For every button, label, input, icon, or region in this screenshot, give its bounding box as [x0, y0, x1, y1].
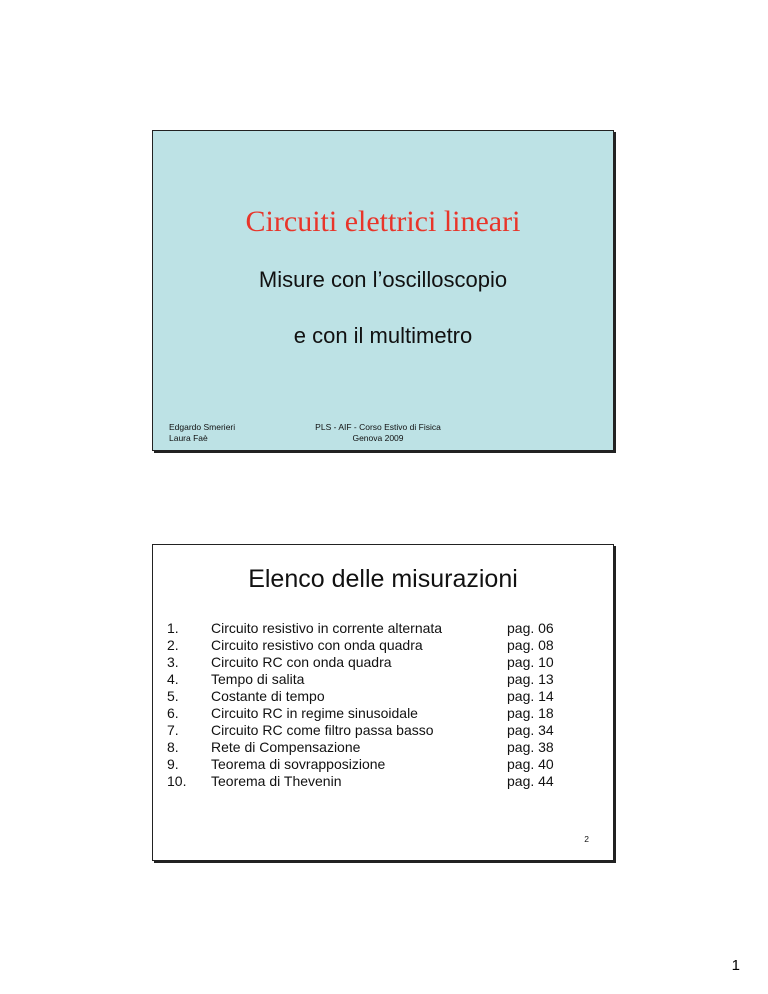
- toc-item-number: 6.: [167, 705, 179, 721]
- toc-item-text: Circuito resistivo con onda quadra: [211, 637, 423, 653]
- toc-item-text: Costante di tempo: [211, 688, 325, 704]
- toc-item-number: 8.: [167, 739, 179, 755]
- toc-item: [167, 722, 587, 739]
- toc-slide: [152, 544, 614, 861]
- toc-item-text: Teorema di sovrapposizione: [211, 756, 386, 772]
- page-number: 1: [731, 957, 740, 974]
- toc-item: [167, 773, 587, 790]
- slide-number: 2: [584, 834, 589, 844]
- event-name: PLS - AIF - Corso Estivo di Fisica: [315, 422, 441, 432]
- toc-item-text: Rete di Compensazione: [211, 739, 361, 755]
- event-info: [298, 422, 458, 444]
- toc-item-page: pag. 18: [507, 705, 554, 721]
- toc-item-page: pag. 08: [507, 637, 554, 653]
- toc-item-page: pag. 13: [507, 671, 554, 687]
- toc-item-page: pag. 10: [507, 654, 554, 670]
- toc-item: [167, 705, 587, 722]
- toc-item-text: Circuito RC in regime sinusoidale: [211, 705, 418, 721]
- toc-item: [167, 620, 587, 637]
- toc-item-number: 7.: [167, 722, 179, 738]
- toc-list: [167, 620, 587, 790]
- authors: [169, 422, 235, 444]
- toc-item-text: Tempo di salita: [211, 671, 305, 687]
- toc-item-number: 4.: [167, 671, 179, 687]
- toc-item: [167, 637, 587, 654]
- toc-item: [167, 739, 587, 756]
- toc-item-page: pag. 38: [507, 739, 554, 755]
- toc-item-number: 3.: [167, 654, 179, 670]
- toc-item-number: 10.: [167, 773, 187, 789]
- toc-title: Elenco delle misurazioni: [248, 565, 518, 593]
- toc-item-number: 1.: [167, 620, 179, 636]
- slide-title: Circuiti elettrici lineari: [245, 205, 521, 238]
- title-slide: [152, 130, 614, 451]
- toc-item-number: 5.: [167, 688, 179, 704]
- toc-item-page: pag. 06: [507, 620, 554, 636]
- toc-item-number: 2.: [167, 637, 179, 653]
- toc-item-number: 9.: [167, 756, 179, 772]
- author-name: Laura Faè: [169, 433, 208, 443]
- event-location: Genova 2009: [352, 433, 404, 443]
- toc-item: [167, 671, 587, 688]
- slide-subtitle-line1: Misure con l’oscilloscopio: [258, 267, 508, 292]
- toc-item-text: Circuito resistivo in corrente alternata: [211, 620, 443, 636]
- toc-item-page: pag. 14: [507, 688, 554, 704]
- toc-item-page: pag. 44: [507, 773, 554, 789]
- toc-item: [167, 756, 587, 773]
- toc-item: [167, 654, 587, 671]
- author-name: Edgardo Smerieri: [169, 422, 236, 432]
- toc-item-text: Teorema di Thevenin: [211, 773, 342, 789]
- toc-item: [167, 688, 587, 705]
- toc-item-page: pag. 34: [507, 722, 554, 738]
- slide-subtitle-line2: e con il multimetro: [293, 323, 473, 348]
- toc-item-text: Circuito RC come filtro passa basso: [211, 722, 434, 738]
- toc-item-text: Circuito RC con onda quadra: [211, 654, 392, 670]
- toc-item-page: pag. 40: [507, 756, 554, 772]
